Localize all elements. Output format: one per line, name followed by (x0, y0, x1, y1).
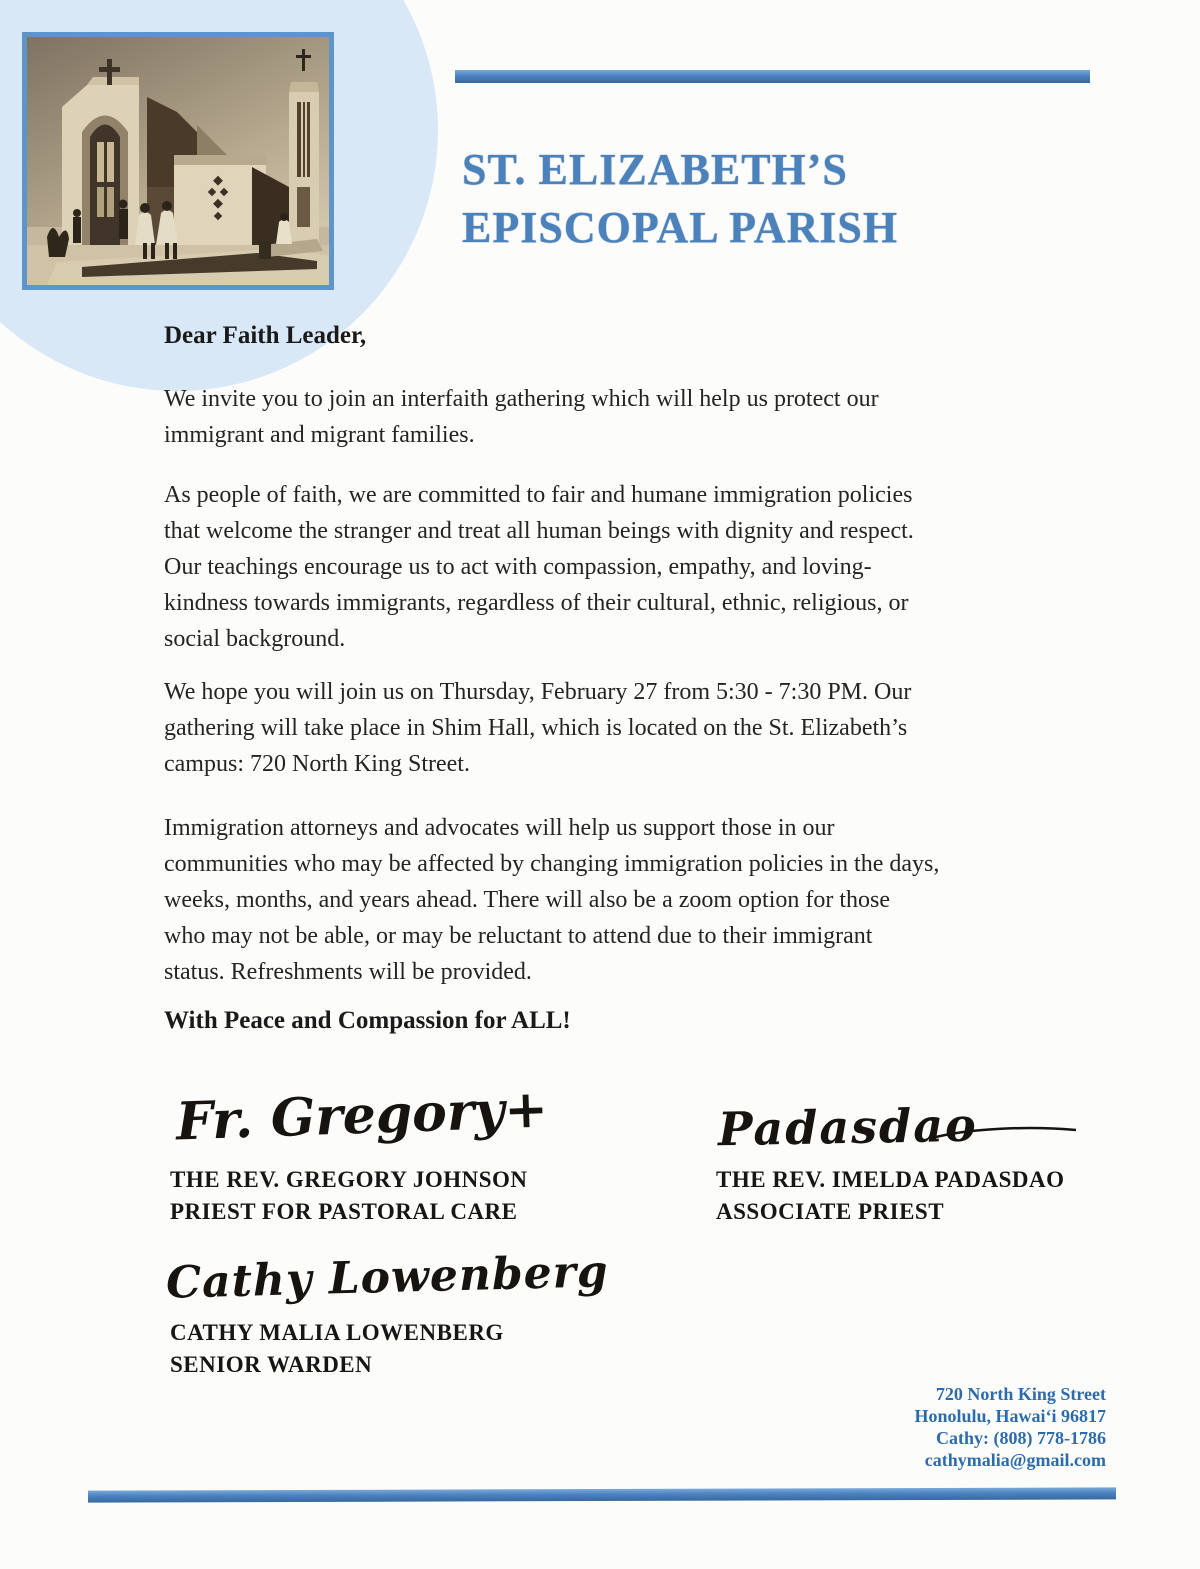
paragraph-line: immigrant and migrant families. (164, 422, 475, 448)
church-photo (22, 32, 334, 290)
paragraph-line: We invite you to join an interfaith gathering which will help us protect our (164, 386, 879, 412)
paragraph-support (164, 810, 939, 990)
signer-name-padasdao: THE REV. IMELDA PADASDAO (716, 1167, 1065, 1192)
church-illustration (27, 37, 329, 285)
paragraph-line: social background. (164, 626, 346, 652)
paragraph-line: campus: 720 North King Street. (164, 751, 470, 777)
paragraph-line: that welcome the stranger and treat all human beings with dignity and respect. (164, 518, 914, 544)
contact-email: cathymalia@gmail.com (924, 1450, 1106, 1470)
contact-address-block (914, 1383, 1106, 1471)
header-rule (455, 70, 1090, 83)
signature-cathy: Cathy Lowenberg (165, 1246, 610, 1309)
paragraph-line: As people of faith, we are committed to fair and humane immigration policies (164, 482, 913, 508)
signer-title-padasdao: ASSOCIATE PRIEST (716, 1199, 945, 1224)
signer-name-cathy: CATHY MALIA LOWENBERG (170, 1320, 504, 1345)
paragraph-line: We hope you will join us on Thursday, February 27 from 5:30 - 7:30 PM. Our (164, 679, 912, 705)
parish-title-line2: EPISCOPAL PARISH (462, 203, 899, 253)
footer-rule (88, 1487, 1116, 1502)
paragraph-line: weeks, months, and years ahead. There will also be a zoom option for those (164, 887, 891, 913)
parish-title-line1: ST. ELIZABETH’S (462, 145, 848, 195)
signer-name-gregory: THE REV. GREGORY JOHNSON (170, 1167, 528, 1192)
paragraph-invitation (164, 381, 879, 453)
signature-gregory: Fr. Gregory+ (175, 1078, 549, 1153)
greeting: Dear Faith Leader, (164, 322, 367, 349)
paragraph-line: gathering will take place in Shim Hall, which is located on the St. Elizabeth’s (164, 715, 908, 741)
paragraph-line: communities who may be affected by changing immigration policies in the days, (164, 851, 940, 877)
parish-title (462, 141, 898, 257)
valediction: With Peace and Compassion for ALL! (164, 1007, 571, 1034)
signer-title-cathy: SENIOR WARDEN (170, 1352, 373, 1377)
address-street: 720 North King Street (935, 1384, 1106, 1404)
paragraph-line: status. Refreshments will be provided. (164, 959, 532, 985)
signature-flourish (930, 1118, 1080, 1148)
contact-phone: Cathy: (808) 778-1786 (936, 1428, 1106, 1448)
paragraph-line: kindness towards immigrants, regardless of their cultural, ethnic, religious, or (164, 590, 909, 616)
paragraph-line: who may not be able, or may be reluctant to attend due to their immigrant (164, 923, 873, 949)
paragraph-line: Our teachings encourage us to act with compassion, empathy, and loving- (164, 554, 872, 580)
address-city: Honolulu, Hawaiʻi 96817 (914, 1406, 1106, 1426)
signer-title-gregory: PRIEST FOR PASTORAL CARE (170, 1199, 518, 1224)
signature-padasdao: Padasdao (717, 1097, 979, 1157)
paragraph-event-details (164, 674, 911, 782)
paragraph-values (164, 477, 914, 657)
paragraph-line: Immigration attorneys and advocates will help us support those in our (164, 815, 835, 841)
